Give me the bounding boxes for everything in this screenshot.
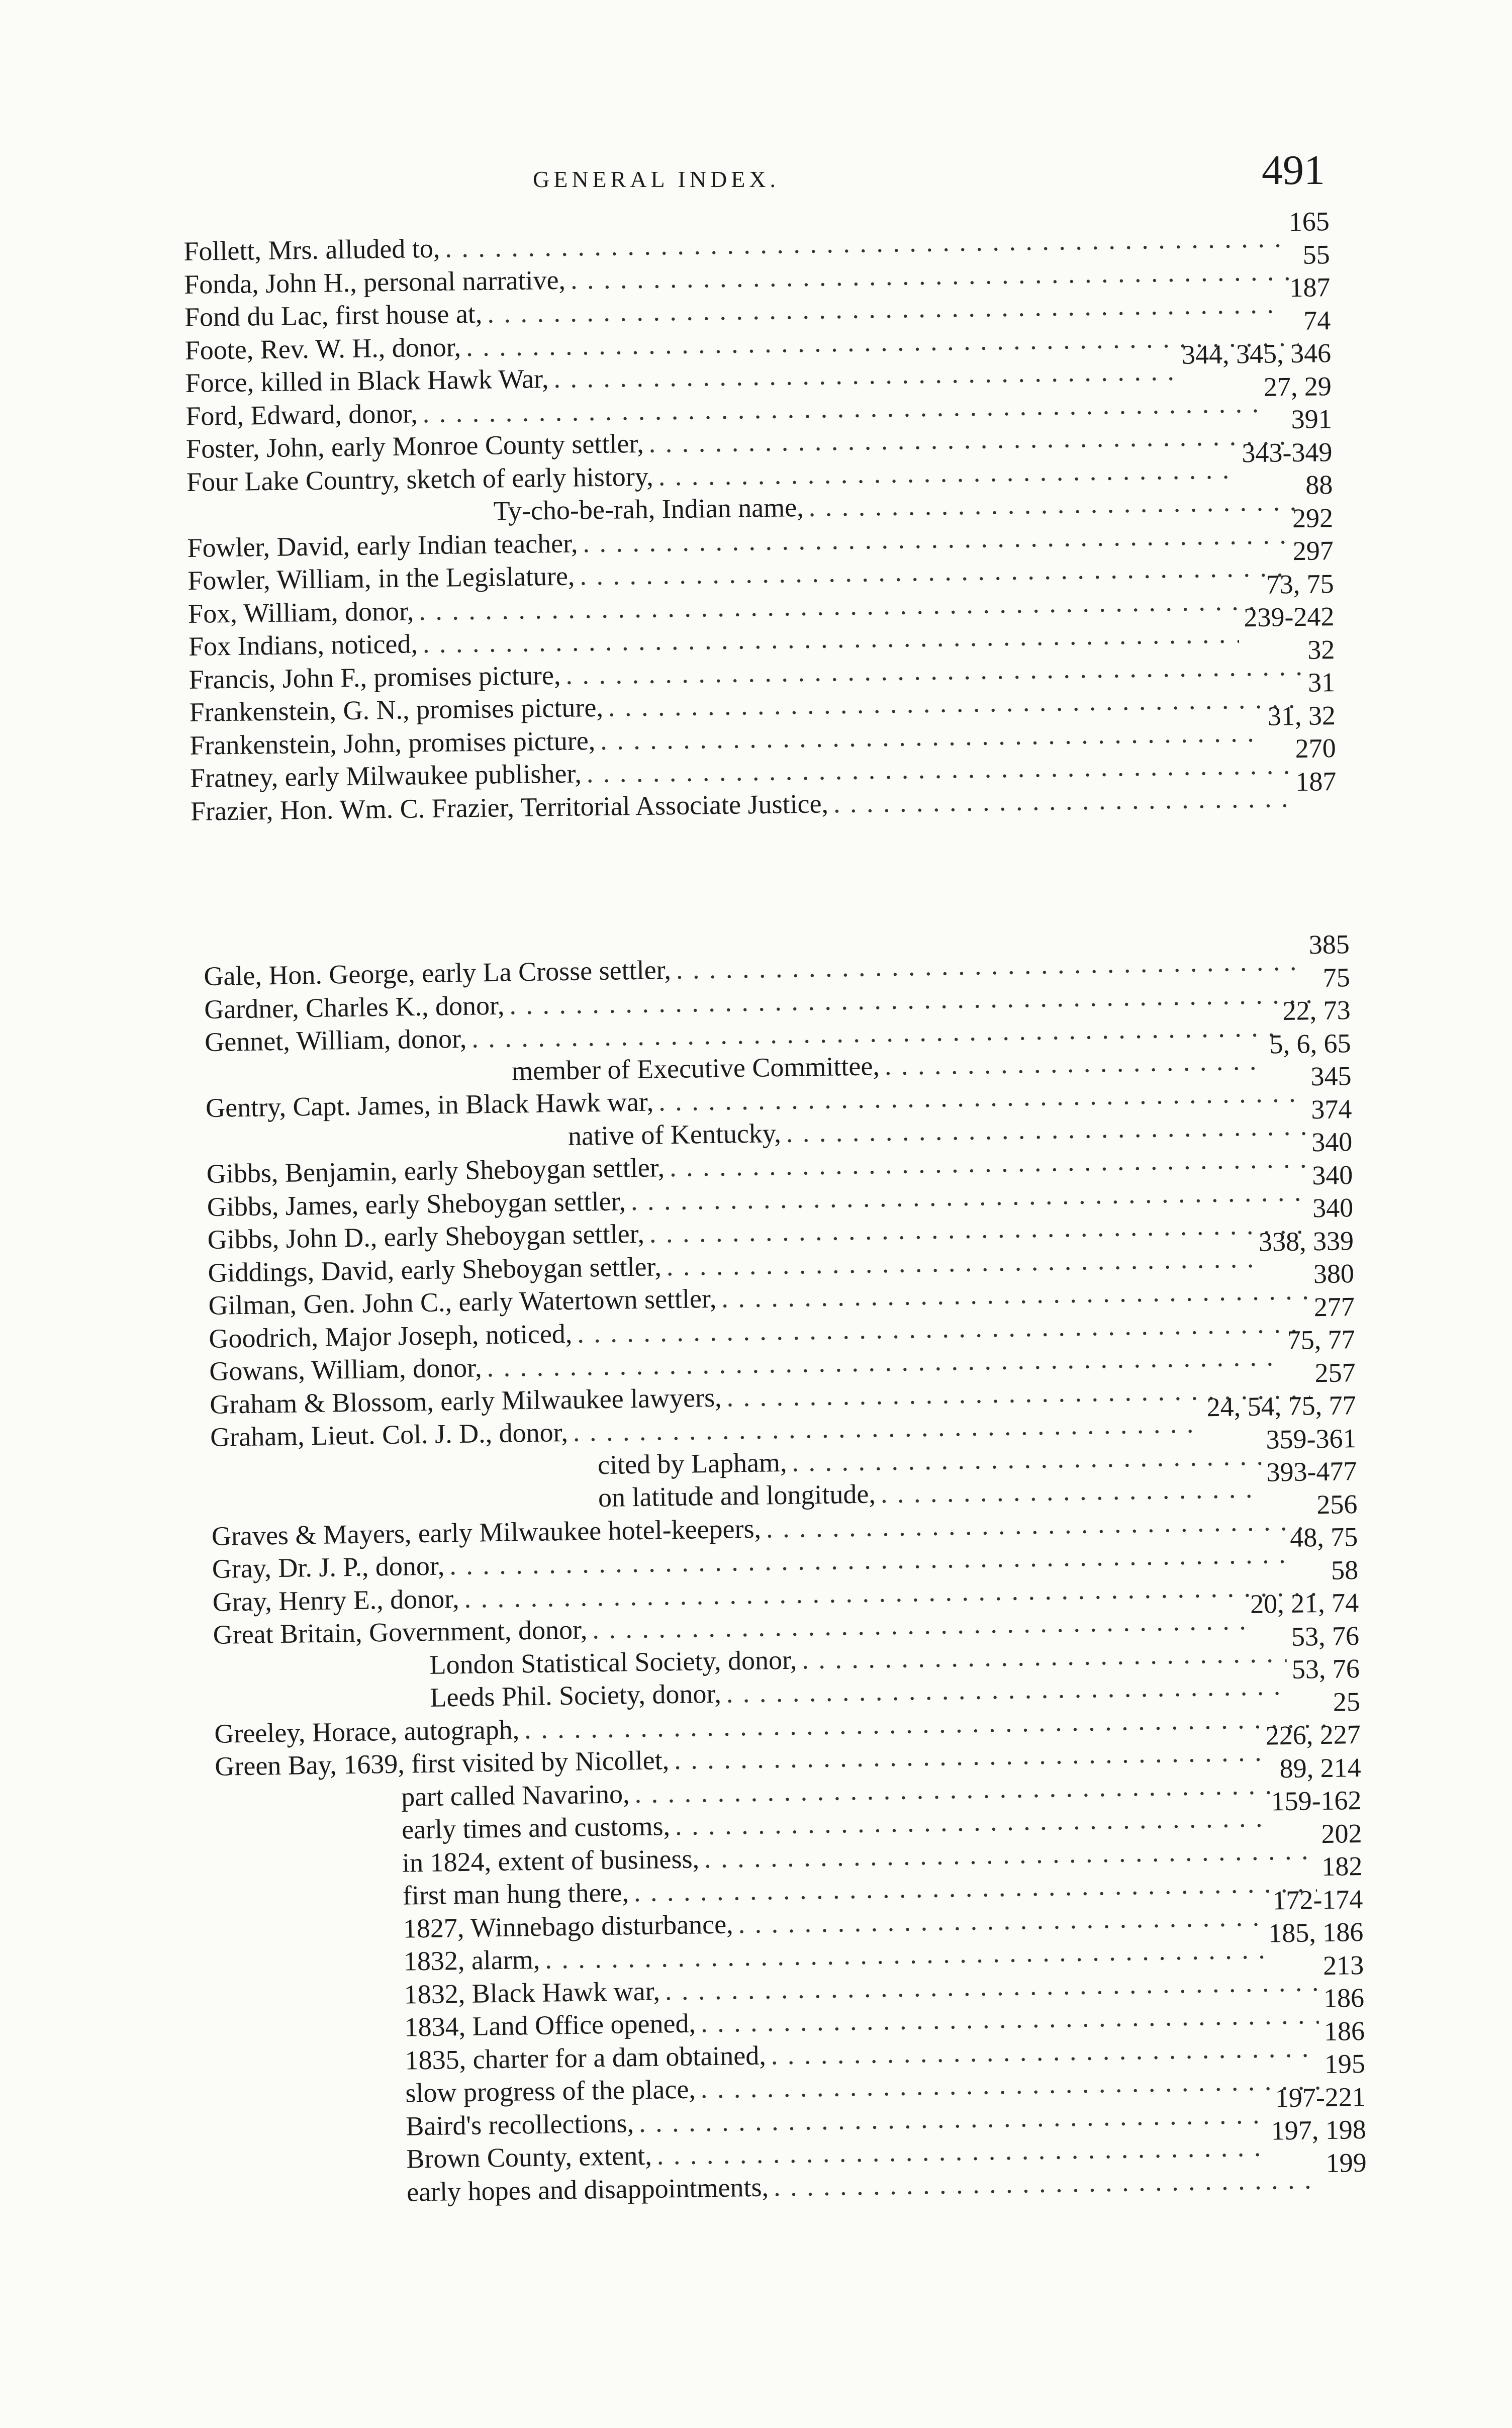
- entry-term: early hopes and disappointments,: [406, 2172, 769, 2207]
- entry-term: 1835, charter for a dam obtained,: [405, 2040, 767, 2076]
- entry-pages: 31: [1307, 667, 1336, 698]
- entry-term: Giddings, David, early Sheboygan settler,: [208, 1251, 662, 1288]
- entry-term: Great Britain, Government, donor,: [213, 1614, 588, 1650]
- entry-pages: 257: [1314, 1357, 1356, 1388]
- entry-pages: 195: [1324, 2048, 1366, 2080]
- entry-term: on latitude and longitude,: [598, 1478, 876, 1513]
- entry-pages: 25: [1333, 1686, 1361, 1717]
- entry-pages: 20, 21, 74: [1250, 1587, 1359, 1620]
- dot-leader: [884, 1044, 1265, 1082]
- entry-pages: 165: [1288, 206, 1330, 237]
- entry-term: Goodrich, Major Joseph, noticed,: [209, 1318, 573, 1354]
- entry-term: first man hung there,: [402, 1877, 629, 1911]
- entry-term: Foster, John, early Monroe County settler,: [185, 428, 644, 464]
- entry-pages: 172-174: [1272, 1884, 1363, 1915]
- dot-leader: [880, 1472, 1262, 1511]
- index-section-g: [204, 929, 1367, 2211]
- entry-pages: 393-477: [1266, 1456, 1357, 1487]
- entry-pages: 338, 339: [1258, 1225, 1354, 1257]
- entry-pages: 31, 32: [1267, 700, 1336, 731]
- entry-term: Graham & Blossom, early Milwaukee lawyers,: [209, 1382, 722, 1420]
- entry-term: Gennet, William, donor,: [204, 1023, 467, 1057]
- entry-term: Leeds Phil. Society, donor,: [430, 1678, 722, 1713]
- entry-term: Gray, Dr. J. P., donor,: [212, 1550, 445, 1584]
- entry-pages: 185, 186: [1268, 1916, 1364, 1948]
- entry-pages: 58: [1331, 1554, 1359, 1585]
- dot-leader: [808, 485, 1301, 524]
- entry-pages: 53, 76: [1291, 1620, 1360, 1652]
- entry-pages: 343-349: [1242, 436, 1333, 468]
- entry-pages: 277: [1313, 1291, 1355, 1322]
- entry-term: Four Lake Country, sketch of early history,: [186, 461, 654, 497]
- entry-pages: 199: [1326, 2147, 1367, 2178]
- entry-term: Gibbs, Benjamin, early Sheboygan settler,: [206, 1152, 665, 1189]
- entry-pages: 340: [1311, 1127, 1353, 1158]
- dot-leader: [833, 782, 1291, 820]
- entry-pages: 292: [1292, 502, 1334, 533]
- entry-term: Gentry, Capt. James, in Black Hawk war,: [205, 1086, 654, 1123]
- entry-pages: 340: [1312, 1192, 1354, 1224]
- entry-pages: 186: [1324, 2015, 1365, 2046]
- entry-pages: 24, 54, 75, 77: [1206, 1390, 1356, 1423]
- entry-term: Gilman, Gen. John C., early Watertown settler,: [208, 1283, 717, 1321]
- entry-term: Frazier, Hon. Wm. C. Frazier, Territorial Associate Justice,: [190, 788, 829, 826]
- entry-term: Fox Indians, noticed,: [188, 628, 418, 662]
- entry-pages: 53, 76: [1291, 1653, 1360, 1685]
- entry-pages: 32: [1307, 634, 1335, 665]
- entry-pages: 88: [1305, 470, 1333, 500]
- entry-term: Ford, Edward, donor,: [185, 398, 418, 431]
- entry-term: 1832, alarm,: [403, 1944, 540, 1977]
- entry-pages: 380: [1313, 1258, 1355, 1289]
- entry-term: in 1824, extent of business,: [402, 1843, 700, 1878]
- entry-pages: 344, 345, 346: [1181, 338, 1332, 370]
- entry-pages: 256: [1316, 1488, 1358, 1520]
- page-number: 491: [1262, 147, 1325, 194]
- entry-term: cited by Lapham,: [597, 1447, 787, 1480]
- entry-term: Gardner, Charles K., donor,: [204, 990, 505, 1024]
- entry-term: Gowans, William, donor,: [209, 1352, 482, 1386]
- entry-term: London Statistical Society, donor,: [429, 1644, 797, 1680]
- entry-pages: 239-242: [1244, 601, 1335, 633]
- entry-pages: 5, 6, 65: [1269, 1028, 1351, 1059]
- entry-pages: 75, 77: [1287, 1324, 1356, 1355]
- entry-term: Fowler, David, early Indian teacher,: [187, 527, 578, 563]
- entry-pages: 213: [1322, 1949, 1364, 1981]
- entry-term: 1834, Land Office opened,: [404, 2008, 696, 2042]
- entry-pages: 359-361: [1266, 1423, 1357, 1455]
- entry-term: Ty-cho-be-rah, Indian name,: [493, 492, 804, 526]
- entry-term: Frankenstein, John, promises picture,: [190, 725, 596, 761]
- entry-term: Graham, Lieut. Col. J. D., donor,: [210, 1417, 569, 1452]
- entry-term: Graves & Mayers, early Milwaukee hotel-keepers,: [211, 1513, 762, 1551]
- entry-term: native of Kentucky,: [568, 1117, 782, 1151]
- entry-pages: 345: [1310, 1061, 1352, 1092]
- entry-pages: 197, 198: [1271, 2114, 1367, 2146]
- entry-pages: 182: [1321, 1850, 1363, 1882]
- entry-pages: 385: [1308, 929, 1350, 960]
- entry-pages: 75: [1322, 962, 1351, 993]
- entry-term: Force, killed in Black Hawk War,: [185, 363, 549, 398]
- entry-term: Gale, Hon. George, early La Crosse settler,: [204, 955, 672, 991]
- entry-pages: 48, 75: [1289, 1522, 1358, 1553]
- entry-pages: 73, 75: [1266, 568, 1334, 600]
- entry-term: 1827, Winnebago disturbance,: [403, 1908, 733, 1944]
- entry-term: Brown County, extent,: [406, 2140, 652, 2174]
- entry-pages: 55: [1302, 239, 1330, 270]
- entry-term: Baird's recollections,: [406, 2107, 634, 2141]
- entry-term: Gibbs, John D., early Sheboygan settler,: [207, 1218, 645, 1255]
- entry-pages: 22, 73: [1282, 995, 1351, 1026]
- entry-term: Green Bay, 1639, first visited by Nicollet,: [214, 1745, 670, 1782]
- entry-pages: 186: [1323, 1982, 1365, 2014]
- running-title: GENERAL INDEX.: [533, 166, 780, 192]
- entry-pages: 226, 227: [1265, 1719, 1361, 1751]
- entry-term: Fonda, John H., personal narrative,: [183, 264, 566, 300]
- entry-pages: 270: [1295, 733, 1336, 764]
- entry-pages: 159-162: [1271, 1785, 1362, 1817]
- entry-pages: 187: [1289, 272, 1331, 303]
- entry-pages: 391: [1291, 404, 1332, 435]
- entry-pages: 89, 214: [1279, 1752, 1362, 1784]
- entry-term: early times and customs,: [401, 1811, 671, 1845]
- entry-pages: 374: [1310, 1093, 1352, 1125]
- entry-term: Francis, John F., promises picture,: [188, 660, 561, 695]
- entry-term: Fond du Lac, first house at,: [184, 298, 483, 332]
- entry-term: Foote, Rev. W. H., donor,: [184, 331, 461, 365]
- entry-term: Fowler, William, in the Legislature,: [187, 561, 575, 596]
- entry-pages: 27, 29: [1263, 370, 1332, 402]
- index-section-f: [183, 206, 1337, 828]
- dot-leader: [774, 2163, 1321, 2204]
- entry-term: Gibbs, James, early Sheboygan settler,: [207, 1185, 626, 1222]
- entry-term: Frankenstein, G. N., promises picture,: [189, 692, 604, 727]
- entry-term: member of Executive Committee,: [511, 1050, 880, 1086]
- entry-pages: 187: [1295, 766, 1337, 797]
- entry-term: Fox, William, donor,: [187, 595, 414, 629]
- entry-term: 1832, Black Hawk war,: [404, 1976, 660, 2010]
- entry-term: Fratney, early Milwaukee publisher,: [190, 758, 582, 793]
- entry-pages: 340: [1311, 1159, 1353, 1190]
- entry-term: part called Navarino,: [401, 1778, 630, 1812]
- entry-term: Greeley, Horace, autograph,: [214, 1714, 520, 1749]
- entry-pages: 197-221: [1275, 2081, 1366, 2113]
- entry-term: Gray, Henry E., donor,: [212, 1583, 459, 1617]
- entry-pages: 202: [1321, 1818, 1362, 1849]
- entry-term: slow progress of the place,: [405, 2074, 696, 2108]
- entry-term: Follett, Mrs. alluded to,: [183, 233, 440, 266]
- entry-pages: 297: [1292, 535, 1334, 567]
- entry-pages: 74: [1303, 305, 1331, 336]
